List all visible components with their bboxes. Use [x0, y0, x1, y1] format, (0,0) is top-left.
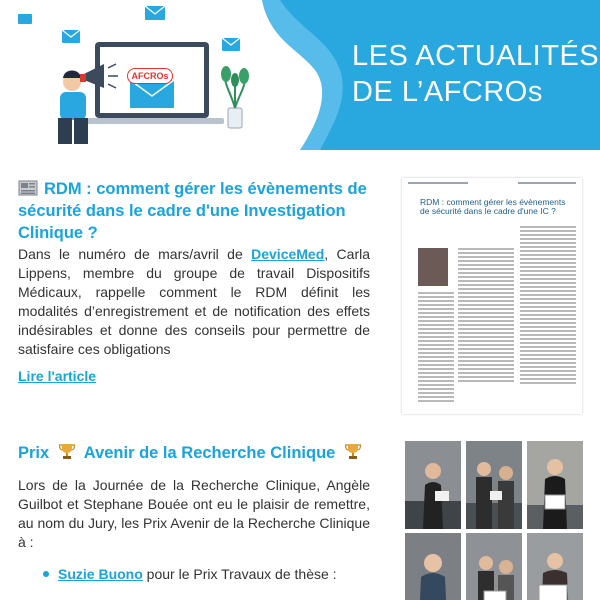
body-text-part1: Dans le numéro de mars/avril de [18, 246, 252, 262]
banner-title-line1: LES ACTUALITÉS [352, 40, 600, 72]
article-rdm-securite [18, 178, 371, 384]
article-prix-avenir [18, 442, 370, 598]
magazine-page-thumbnail[interactable] [402, 178, 582, 414]
title-prefix: Prix [18, 444, 50, 462]
magazine-column-1 [458, 248, 514, 384]
devicemed-link[interactable]: DeviceMed [251, 246, 325, 262]
prize-description: pour le Prix Travaux de thèse : [142, 566, 337, 582]
magazine-header-rule [408, 182, 576, 186]
list-item [58, 564, 370, 584]
banner-title [352, 38, 599, 110]
newspaper-icon [18, 180, 38, 196]
magazine-article-title: RDM : comment gérer les évènements de sécurité dans le cadre d'une IC ? [420, 197, 566, 216]
article-body [18, 245, 370, 359]
award-photo[interactable] [527, 533, 583, 600]
afcros-logo: AFCROs [127, 68, 173, 84]
article-body: Lors de la Journée de la Recherche Clinique, Angèle Guilbot et Stephane Bouée ont eu le plaisir de remettre, au nom du Jury, les Prix Avenir de la Recherche Clinique à : [18, 477, 370, 550]
magazine-column-left [418, 292, 454, 404]
award-photo[interactable] [466, 533, 522, 600]
trophy-icon [58, 442, 76, 460]
read-article-link[interactable]: Lire l'article [18, 368, 97, 384]
award-photo[interactable] [405, 441, 461, 529]
magazine-author-photo [418, 248, 448, 286]
magazine-column-2 [520, 226, 576, 386]
newsletter-banner [0, 0, 600, 150]
article-title[interactable] [18, 178, 370, 244]
award-photo[interactable] [405, 533, 461, 600]
winner-link[interactable]: Suzie Buono [58, 566, 143, 582]
trophy-icon [344, 442, 362, 460]
article-title[interactable] [18, 442, 370, 464]
prize-list [58, 564, 370, 584]
award-photo[interactable] [527, 441, 583, 529]
body-text-part2: , Carla Lippens, membre du groupe de travail Dispositifs Médicaux, rappelle comment le RDM définit les modalités d’enregistrement et de notification des effets indésirables et donne des conseils pour permettre de satisfaire ces obligations [18, 246, 371, 357]
title-main: Avenir de la Recherche Clinique [83, 444, 336, 462]
article-title-text: RDM : comment gérer les évènements de sécurité dans le cadre d'une Investigation Clinique ? [18, 180, 367, 242]
award-photo[interactable] [466, 441, 522, 529]
banner-title-line2: DE L’AFCROs [352, 76, 543, 108]
